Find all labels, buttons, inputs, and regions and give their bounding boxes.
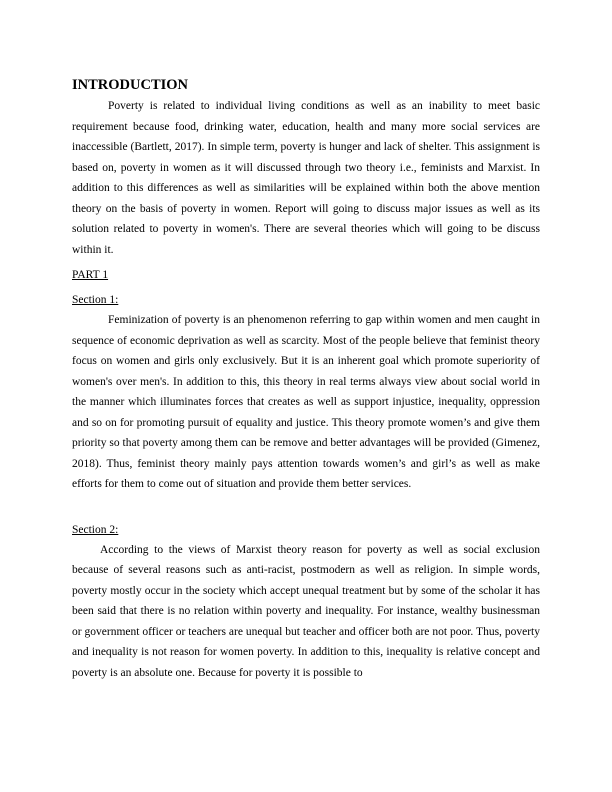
section2-paragraph: According to the views of Marxist theory reason for poverty as well as social exclusion because of several reasons such as anti-racist, postmodern as well as religion. In simple words, poverty mostly occur in the society which accept unequal treatment but by some of the scholar it has been said that there is no relation within poverty and inequality. For instance, wealthy businessman or government officer or teachers are unequal but teacher and officer both are not poor. Thus, poverty and inequality is not reason for women poverty. In addition to this, inequality is relative concept and poverty is an absolute one. Because for poverty it is possible to — [72, 543, 540, 679]
section1-label: Section 1: — [72, 294, 119, 306]
section-heading-introduction: INTRODUCTION — [72, 77, 189, 93]
intro-paragraph: Poverty is related to individual living conditions as well as an inability to meet basic requirement because food, drinking water, education, health and many more social services are inaccessible (Bartlett, 2017). In simple term, poverty is hunger and lack of shelter. This assignment is based on, poverty in women as it will discussed through two theory i.e., feminists and Marxist. In addition to this differences as well as similarities will be explained within both the above mention theory on the basis of poverty in women. Report will going to discuss major issues as well as its solution related to poverty in women's. There are several theories which will going to be discuss within it. — [72, 100, 540, 256]
page-content — [72, 76, 540, 683]
section2-label: Section 2: — [72, 523, 119, 536]
section1-paragraph: Feminization of poverty is an phenomenon referring to gap within women and men caught in sequence of economic deprivation as well as scarcity. Most of the people believe that feminist theory focus on women and girls only exclusively. But it is an inherent goal which promote superiority of women's over men's. In addition to this, this theory in real terms always view about social world in the manner which illuminates forces that creates as well as support injustice, inequality, oppression and so on for promoting pursuit of equality and justice. This theory promote women’s and give them priority so that poverty among them can be remove and better advantages will be provided (Gimenez, 2018). Thus, feminist theory mainly pays attention towards women’s and girl’s as well as make efforts for them to come out of situation and provide them better services. — [72, 314, 540, 490]
part-label: PART 1 — [72, 269, 109, 281]
